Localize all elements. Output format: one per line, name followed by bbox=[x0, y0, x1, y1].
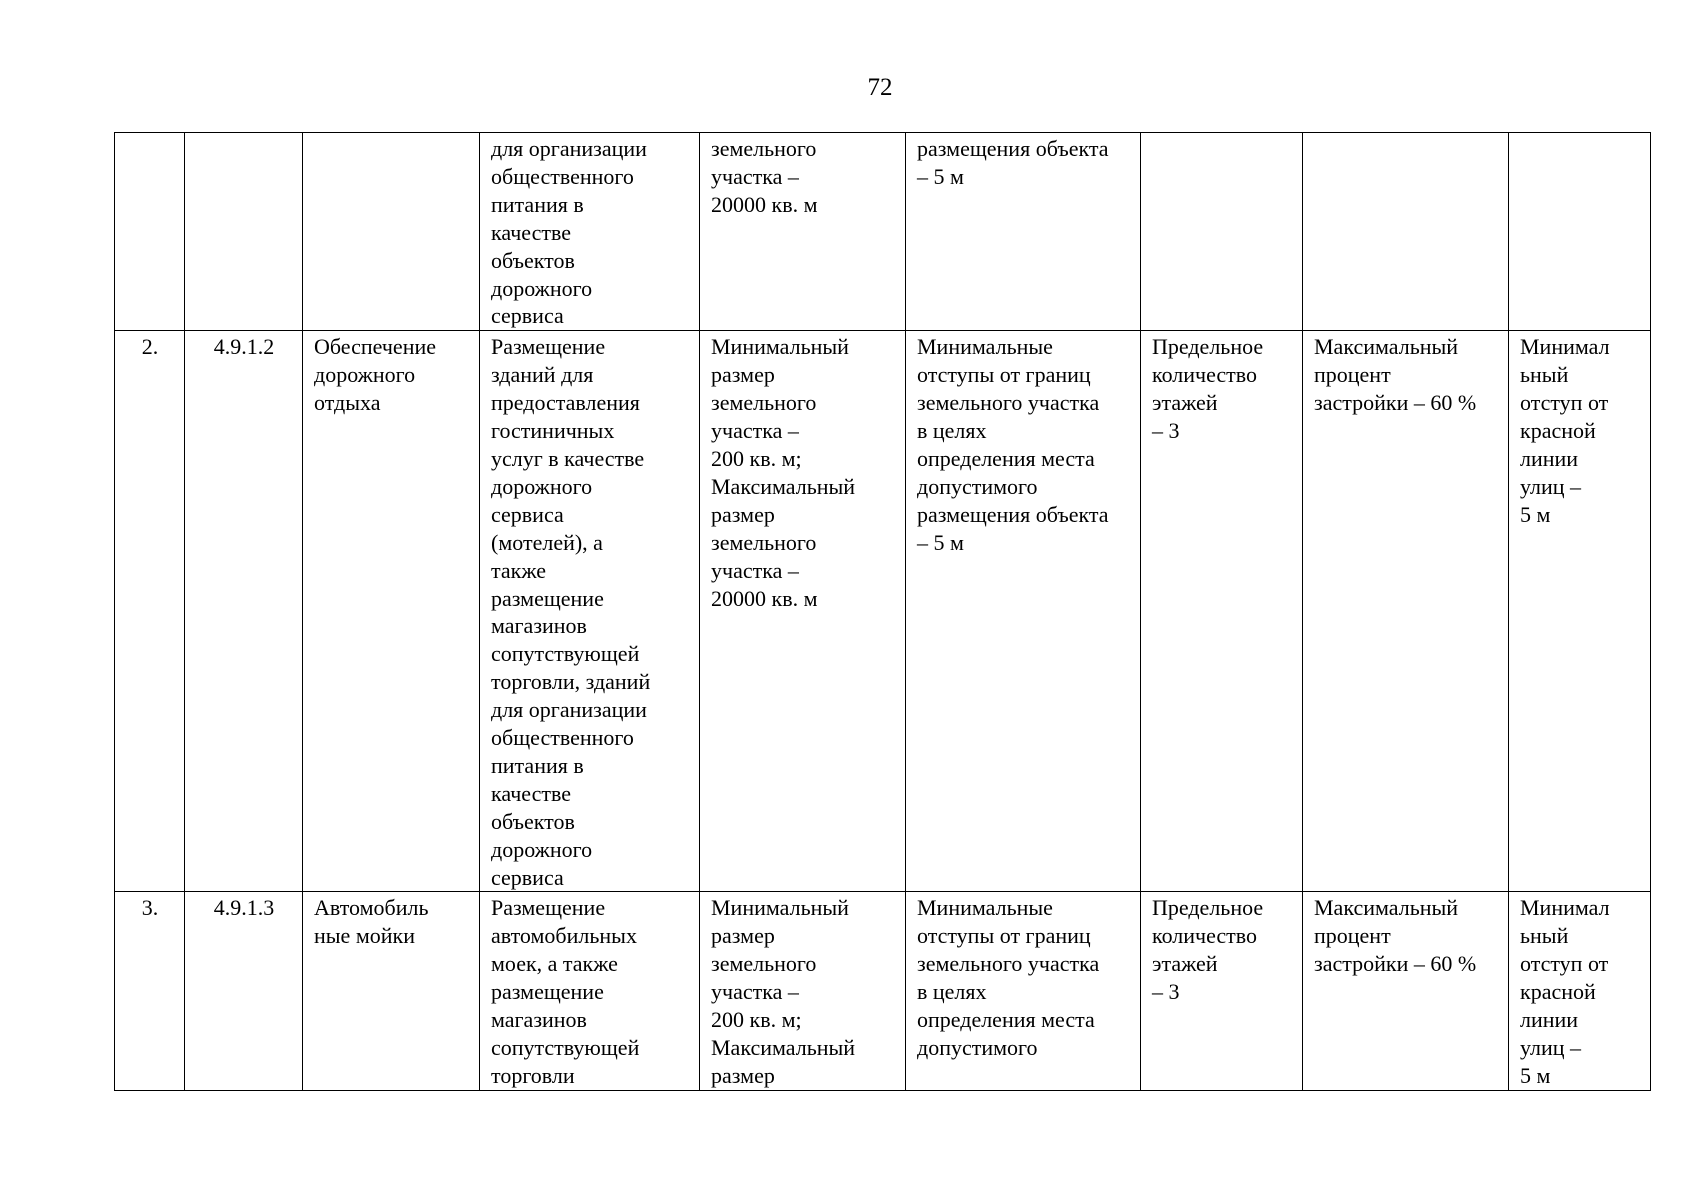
description-cell: для организации общественного питания в качестве объектов дорожного сервиса bbox=[480, 133, 700, 331]
coverage-cell: Максимальный процент застройки – 60 % bbox=[1303, 892, 1509, 1090]
row-number-cell bbox=[115, 133, 185, 331]
row-number-cell: 2. bbox=[115, 331, 185, 892]
floors-cell bbox=[1141, 133, 1303, 331]
red-line-cell: Минимал ьный отступ от красной линии улиц – 5 м bbox=[1509, 331, 1651, 892]
floors-cell: Предельное количество этажей – 3 bbox=[1141, 892, 1303, 1090]
plot-size-cell: Минимальный размер земельного участка – 200 кв. м; Максимальный размер bbox=[700, 892, 906, 1090]
plot-size-cell: Минимальный размер земельного участка – 200 кв. м; Максимальный размер земельного участка – 20000 кв. м bbox=[700, 331, 906, 892]
page-number: 72 bbox=[867, 74, 893, 101]
use-name-cell: Обеспечение дорожного отдыха bbox=[303, 331, 480, 892]
plot-size-cell: земельного участка – 20000 кв. м bbox=[700, 133, 906, 331]
setbacks-cell: размещения объекта – 5 м bbox=[906, 133, 1141, 331]
red-line-cell: Минимал ьный отступ от красной линии улиц – 5 м bbox=[1509, 892, 1651, 1090]
code-cell: 4.9.1.3 bbox=[185, 892, 303, 1090]
table-row bbox=[115, 331, 1651, 892]
description-cell: Размещение зданий для предоставления гостиничных услуг в качестве дорожного сервиса (мотелей), а также размещение магазинов сопутствующей торговли, зданий для организации общественного питания в качестве объектов дорожного сервиса bbox=[480, 331, 700, 892]
use-name-cell bbox=[303, 133, 480, 331]
setbacks-cell: Минимальные отступы от границ земельного участка в целях определения места допустимого bbox=[906, 892, 1141, 1090]
row-number-cell: 3. bbox=[115, 892, 185, 1090]
land-use-table bbox=[114, 132, 1651, 1091]
coverage-cell: Максимальный процент застройки – 60 % bbox=[1303, 331, 1509, 892]
code-cell: 4.9.1.2 bbox=[185, 331, 303, 892]
description-cell: Размещение автомобильных моек, а также размещение магазинов сопутствующей торговли bbox=[480, 892, 700, 1090]
table-row bbox=[115, 133, 1651, 331]
coverage-cell bbox=[1303, 133, 1509, 331]
setbacks-cell: Минимальные отступы от границ земельного участка в целях определения места допустимого размещения объекта – 5 м bbox=[906, 331, 1141, 892]
red-line-cell bbox=[1509, 133, 1651, 331]
use-name-cell: Автомобиль ные мойки bbox=[303, 892, 480, 1090]
code-cell bbox=[185, 133, 303, 331]
floors-cell: Предельное количество этажей – 3 bbox=[1141, 331, 1303, 892]
table-row bbox=[115, 892, 1651, 1090]
